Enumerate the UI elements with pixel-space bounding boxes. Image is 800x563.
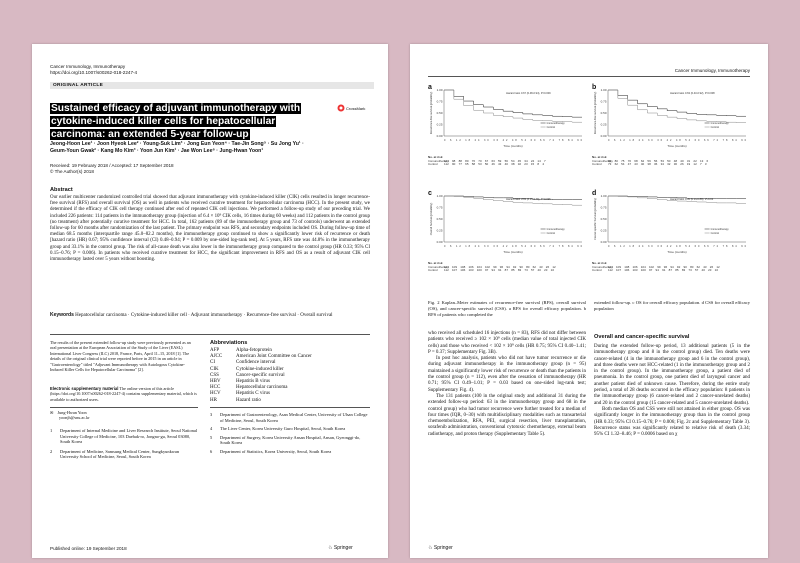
legend-entry: Control xyxy=(546,126,555,129)
paragraph: who received all scheduled 16 injections (n = 83), RFS did not differ between patients who received ≥ 102 × 10⁹ cells (median value of total injected CIK cells) and those who received < 102 × 10⁹ cells (HR 0.75; 95% CI 0.40–1.41; P = 0.37; Supplementary Fig. 3B). xyxy=(428,331,586,355)
page-right xyxy=(410,44,768,558)
paragraph: During the extended follow-up period, 13 additional patients (5 in the immunotherapy group and 8 in the control group) died. Ten deaths were cancer-related (4 in the immunotherapy group and 6 in the control group), and three deaths were not HCC-related (1 in the immunotherapy group and 2 in the control group). In the immunotherapy group, a patient died of pneumonia. In the control group, one patient died of laryngeal cancer and another patient died of unknown cause. Therefore, during the entire study period, a total of 28 deaths occurred in the efficacy population: 8 patients in the immunotherapy group (6 cancer-related and 2 cancer-unrelated deaths) and 20 in the control group (15 cancer-related and 5 cancer-unrelated deaths). xyxy=(594,344,750,406)
article-type-banner: ORIGINAL ARTICLE xyxy=(50,82,374,89)
keywords-label: Keywords xyxy=(50,312,74,318)
affiliations-right xyxy=(210,412,370,458)
abbreviations-list xyxy=(210,348,370,404)
authors-line-1: Jeong-Hoon Lee¹ · Joon Hyeok Lee² · Young-Suk Lim³ · Jong Eun Yeon⁴ · Tae-Jin Song⁵ · Su Jong Yu¹ · xyxy=(50,141,304,147)
article-title-text: Sustained efficacy of adjuvant immunotherapy with cytokine-induced killer cells for hepatocellular carcinoma: an extended 5-year follow-up xyxy=(51,103,301,140)
risk-table xyxy=(592,262,720,273)
affiliation-text: Department of Medicine, Samsung Medical Center, Sungkyunkwan University School of Medicine, Seoul, South Korea xyxy=(60,448,180,460)
risk-row-name: Immunotherapy xyxy=(592,264,613,269)
x-axis-label: Time (months) xyxy=(503,144,523,148)
abbreviation-value: Hepatocellular carcinoma xyxy=(236,385,288,391)
right-column-text xyxy=(594,344,750,438)
abbreviation-value: Hazard ratio xyxy=(236,397,261,403)
km-panel-a xyxy=(428,84,586,188)
abbreviation-value: American Joint Committee on Cancer xyxy=(236,354,312,360)
springer-logo xyxy=(428,545,453,551)
paragraph: The 131 patients (100 in the original study and additional 31 during the extended follow-up period: 63 in the immunotherapy group and 68 in the control group) who had tumor recurrence were further treated for a median of four times (IQR, 0–30) with multidisciplinary modalities such as transarterial chemoembolization, RFA, PEI, surgical resection, liver transplantation, sorafenib administration, conventional cytotoxic chemotherapy, external beam radiotherapy, and proton therapy (Supplementary Table 5). xyxy=(428,393,586,437)
copyright: © The Author(s) 2018 xyxy=(50,169,94,174)
risk-row-name: Immunotherapy xyxy=(428,264,449,269)
affiliation-number: 2 xyxy=(50,448,53,454)
risk-row-values: 114 109 108 106 104 102 99 96 94 92 90 80 62 43 26 12 xyxy=(444,264,556,269)
abbreviation-value: Cancer-specific survival xyxy=(236,372,285,378)
presentation-footnote: The results of the present extended follow-up study were previously presented as an oral presentation at the European Association of the Study of the Liver (EASL) International Liver Congress (ILC) 2018, France, Paris, April 11–15, 2018 [1]. The details of the original clinical trial were reported before in 2015 in an article in "Gastroenterology" titled "Adjuvant Immunotherapy with Autologous Cytokine-Induced Killer Cells for Hepatocellular Carcinoma" [2]. xyxy=(50,340,191,373)
y-tick-label: 0.50 xyxy=(600,111,607,115)
springer-horse-icon: ♘ xyxy=(428,545,433,551)
affiliation-item xyxy=(210,412,370,423)
left-column-text xyxy=(428,331,586,438)
affiliation-text: Department of Gastroenterology, Asan Medical Center, University of Ulsan College of Medicine, Seoul, South Korea xyxy=(220,412,368,423)
affiliation-item xyxy=(50,449,198,460)
esm-label: Electronic supplementary material xyxy=(50,386,119,391)
abbreviation-value: Cytokine-induced killer xyxy=(236,366,284,372)
abstract-text: Our earlier multicenter randomized controlled trial showed that adjuvant immunotherapy with cytokine-induced killer (CIK) cells resulted in longer recurrence-free survival (RFS) and overall survival (OS) as well in patients who received curative treatment for hepatocellular carcinoma (HCC). In the present study, we determined if the efficacy of CIK cell therapy continued after end of repeated CIK cell injections. We performed a follow-up study of our preceding trial. We included 226 patients: 114 patients in the immunotherapy group (injection of 6.4 × 10⁹ CIK cells, 16 times during 60 weeks) and 112 patients in the control group (no treatment) after potentially curative treatment for HCC. In total, 162 patients (89 of the immunotherapy group and 73 of controls) underwent an extended follow-up for 60 months after randomization of the last patient. The primary endpoint was RFS, and secondary endpoints included OS. During follow-up time of median 68.5 months (interquartile range 45.0–82.2 months), the immunotherapy group continued to show a significantly lower risk of recurrence or death [hazard ratio (HR) 0.67; 95% confidence interval (CI) 0.48–0.94; P = 0.009 by one-sided log-rank test]. At 5 years, RFS rate was 44.8% in the immunotherapy group and 33.1% in the control group. The risk of all-cause death was also lower in the immunotherapy group compared to the control group (HR 0.33; 95% CI 0.15–0.76; P = 0.006). In patients who received curative treatment for HCC, the significant improvement in RFS and OS as a result of adjuvant CIK cell immunotherapy lasted over 5 years without boosting. xyxy=(50,195,370,263)
y-tick-label: 0.00 xyxy=(600,240,607,244)
axis-lines xyxy=(444,90,582,136)
y-axis-label: Overall Survival (probability) xyxy=(430,202,433,236)
risk-row-values: 114 98 88 80 76 70 67 63 59 56 54 45 34 24 14 7 xyxy=(444,158,546,163)
risk-row-values: 112 90 77 65 58 53 50 46 43 40 38 32 23 15 8 4 xyxy=(444,162,545,167)
doi-link[interactable]: https://doi.org/10.1007/s00262-018-2247-4 xyxy=(50,70,138,75)
affiliation-number: 5 xyxy=(210,434,213,440)
risk-row-values: 89 80 75 70 68 62 59 56 53 50 48 40 31 22 13 6 xyxy=(608,158,709,163)
km-plot xyxy=(592,84,750,154)
risk-row-name: Control xyxy=(592,162,602,167)
affiliation-number: 4 xyxy=(210,426,213,432)
y-tick-label: 1.00 xyxy=(436,194,443,198)
affiliation-text: Department of Internal Medicine and Liver Research Institute, Seoul National University College of Medicine, 103 Daehak-ro, Jongno-gu, Seoul 03080, South Korea xyxy=(60,428,198,445)
risk-row-values: 112 107 106 103 100 97 94 91 87 85 83 73 57 40 23 10 xyxy=(608,268,719,273)
crossmark-icon xyxy=(337,104,345,112)
risk-row-name: Control xyxy=(592,268,602,273)
keywords xyxy=(50,312,370,319)
legend-entry: Control xyxy=(710,232,719,235)
author-list xyxy=(50,141,370,155)
y-tick-label: 0.00 xyxy=(436,240,443,244)
risk-row-values: 112 107 106 103 100 97 94 91 87 85 83 73 57 40 23 10 xyxy=(444,268,555,273)
y-tick-label: 0.50 xyxy=(436,217,443,221)
hazard-ratio-annotation: Hazard ratio 0.63 (0.43-0.92), P=0.008 xyxy=(670,92,715,95)
springer-text: Springer xyxy=(333,545,353,551)
km-panel-b xyxy=(592,84,750,188)
risk-row xyxy=(428,269,556,273)
affiliation-item xyxy=(210,449,370,455)
affiliation-text: Department of Statistics, Korea University, Seoul, South Korea xyxy=(220,448,332,454)
y-tick-label: 0.00 xyxy=(600,134,607,138)
affiliation-number: 6 xyxy=(210,448,213,454)
y-tick-label: 1.00 xyxy=(600,194,607,198)
y-tick-label: 0.75 xyxy=(600,205,607,210)
affiliation-number: 3 xyxy=(210,412,213,417)
affiliation-text: Department of Surgery, Korea University Ansan Hospital, Ansan, Gyeonggi-do, South Korea xyxy=(220,434,361,446)
corresponding-author xyxy=(50,410,90,421)
abbreviation-key: HCV xyxy=(210,391,221,397)
abbreviation-key: CI xyxy=(210,360,215,366)
esm-text: The online version of this article (https://doi.org/10.1007/s00262-018-2247-4) contains supplementary material, which is available to authorized users. xyxy=(50,386,197,402)
running-header: Cancer Immunology, Immunotherapy xyxy=(674,68,750,73)
risk-row xyxy=(592,269,720,273)
risk-table-label: No. at risk xyxy=(592,261,607,265)
panel-label: d xyxy=(592,190,597,197)
y-axis-label: Recurrence-free survival (probability) xyxy=(594,91,597,135)
km-panel-d xyxy=(592,190,750,294)
abbreviation-value: Hepatitis B virus xyxy=(236,379,270,385)
y-tick-label: 0.25 xyxy=(600,122,607,127)
abbreviation-key: AFP xyxy=(210,348,220,353)
y-tick-label: 1.00 xyxy=(600,88,607,92)
abbreviation-key: CSS xyxy=(210,372,219,378)
x-axis-label: Time (months) xyxy=(667,250,687,254)
received-dates: Received: 19 February 2018 / Accepted: 17 September 2018 xyxy=(50,163,174,168)
y-tick-label: 0.75 xyxy=(436,205,443,210)
y-axis-label: Recurrence-free survival (probability) xyxy=(430,91,433,135)
legend-entry: Control xyxy=(710,126,719,129)
abbreviation-key: CIK xyxy=(210,366,219,372)
y-tick-label: 0.75 xyxy=(436,99,443,104)
authors-line-2: Geum-Youn Gwak² · Kang Mo Kim³ · Yoon Jun Kim¹ · Jae Won Lee⁶ · Jung-Hwan Yoon¹ xyxy=(50,148,264,154)
hazard-ratio-annotation: Hazard ratio 0.33 (0.15-0.76), P=0.006 xyxy=(506,198,551,201)
risk-row-values: 73 62 54 47 43 40 38 36 34 32 30 26 19 12 7 3 xyxy=(608,162,707,167)
risk-row-name: Control xyxy=(428,162,438,167)
panel-label: b xyxy=(592,84,597,91)
abbreviation-value: Confidence interval xyxy=(236,360,276,366)
keywords-text: Hepatocellular carcinoma · Cytokine-induced killer cell · Adjuvant immunotherapy · Recurrence-free survival · Overall survival xyxy=(75,313,333,318)
springer-logo xyxy=(328,545,353,551)
affiliation-item xyxy=(50,428,198,445)
figure-caption-continued: extended follow-up. c OS for overall efficacy population. d CSS for overall efficacy population xyxy=(594,300,750,311)
y-tick-label: 0.50 xyxy=(436,111,443,115)
legend-entry: Immunotherapy xyxy=(710,122,729,125)
paragraph: In post hoc analysis, patients who did not have tumor recurrence or die during adjuvant immunotherapy in the immunotherapy group (n = 95) maintained a significantly lower risk of recurrence or death than the patients in the control group (n = 112), even after the cessation of immunotherapy (HR 0.71; 95% CI 0.49–1.01; P = 0.03 based on one-sided log-rank test; Supplementary Fig. 4). xyxy=(428,356,586,393)
published-date: Published online: 19 September 2018 xyxy=(50,546,127,551)
divider xyxy=(50,334,370,335)
esm-note xyxy=(50,386,198,402)
article-title xyxy=(50,102,330,141)
risk-table xyxy=(428,262,556,273)
risk-row-values: 114 109 108 106 104 102 99 96 94 92 90 80 62 43 26 12 xyxy=(608,264,720,269)
hazard-ratio-annotation: Hazard ratio 0.35 (0.14-0.88), P=0.01 xyxy=(670,198,714,201)
panel-label: a xyxy=(428,84,432,91)
y-tick-label: 0.25 xyxy=(436,228,443,233)
journal-name: Cancer Immunology, Immunotherapy xyxy=(50,64,126,69)
km-plot xyxy=(592,190,750,260)
section-heading: Overall and cancer-specific survival xyxy=(594,334,690,340)
x-axis-label: Time (months) xyxy=(667,144,687,148)
abbreviation-key: HCC xyxy=(210,385,221,391)
y-tick-label: 1.00 xyxy=(436,88,443,92)
corresponding-name-text: Jung-Hwan Yoon xyxy=(57,410,87,415)
abbreviations-heading: Abbreviations xyxy=(210,340,248,346)
y-tick-label: 0.50 xyxy=(600,217,607,221)
crossmark-label: CrossMark xyxy=(346,105,366,111)
y-axis-label: Cancer-specific Survival (probability) xyxy=(594,197,597,241)
abbreviation-key: HBV xyxy=(210,379,221,385)
risk-table-label: No. at risk xyxy=(428,155,443,159)
springer-horse-icon: ♘ xyxy=(328,545,333,551)
km-plot xyxy=(428,190,586,260)
risk-table-label: No. at risk xyxy=(592,155,607,159)
divider xyxy=(50,407,198,408)
legend-entry: Immunotherapy xyxy=(546,228,565,231)
x-tick-labels: 0 6 12 18 24 30 36 42 48 54 60 66 72 78 84 90 xyxy=(444,139,582,142)
affiliation-item xyxy=(210,426,370,432)
risk-table xyxy=(428,156,546,167)
abbreviation-value: Hepatitis C virus xyxy=(236,391,270,397)
abbreviation-row xyxy=(210,398,370,404)
corresponding-email[interactable]: yoonjh@snu.ac.kr xyxy=(59,415,90,421)
figure-caption: Fig. 2 Kaplan–Meier estimates of recurrence-free survival (RFS), overall survival (OS), and cancer-specific survival (CSS). a RFS for overall efficacy population. b RFS of patients who completed the xyxy=(428,300,586,317)
page-left xyxy=(32,44,388,558)
risk-row xyxy=(592,163,708,167)
risk-row-name: Immunotherapy xyxy=(428,158,449,163)
affiliations-left xyxy=(50,428,198,460)
divider xyxy=(210,407,370,408)
abbreviation-value: Alpha-fetoprotein xyxy=(236,348,272,353)
legend-entry: Immunotherapy xyxy=(710,228,729,231)
y-tick-label: 0.00 xyxy=(436,134,443,138)
axis-lines xyxy=(608,90,746,136)
y-tick-label: 0.25 xyxy=(600,228,607,233)
header-rule xyxy=(428,76,750,77)
affiliation-item xyxy=(210,435,370,446)
affiliation-text: The Liver Center, Korea University Guro Hospital, Seoul, South Korea xyxy=(220,426,346,432)
abbreviations-block xyxy=(210,340,370,404)
crossmark-badge[interactable] xyxy=(337,104,365,112)
abstract-heading: Abstract xyxy=(50,187,73,193)
x-tick-labels: 0 6 12 18 24 30 36 42 48 54 60 66 72 78 84 90 xyxy=(608,139,746,142)
x-tick-labels: 0 6 12 18 24 30 36 42 48 54 60 66 72 78 84 90 xyxy=(608,245,746,248)
abbreviation-key: HR xyxy=(210,397,217,403)
risk-row xyxy=(428,163,546,167)
panel-label: c xyxy=(428,190,432,197)
axis-lines xyxy=(444,196,582,242)
y-tick-label: 0.25 xyxy=(436,122,443,127)
affiliation-number: 1 xyxy=(50,428,53,433)
risk-row-name: Immunotherapy xyxy=(592,158,613,163)
envelope-icon: ✉ xyxy=(50,410,54,415)
x-axis-label: Time (months) xyxy=(503,250,523,254)
paragraph: Both median OS and CSS were still not attained in either group. OS was significantly longer in the immunotherapy group than in the control group (HR 0.33; 95% CI 0.15–0.76; P = 0.006; Fig. 2c and Supplementary Table 3). Recurrence status was significantly related to relative risk of death (3.34; 95% CI 1.32–8.46; P = 0.0006 based on χ xyxy=(594,406,750,438)
risk-table xyxy=(592,156,708,167)
legend-entry: Control xyxy=(546,232,555,235)
risk-row-name: Control xyxy=(428,268,438,273)
risk-table-label: No. at risk xyxy=(428,261,443,265)
km-panel-c xyxy=(428,190,586,294)
abbreviation-key: AJCC xyxy=(210,354,223,360)
legend-entry: Immunotherapy xyxy=(546,122,565,125)
x-tick-labels: 0 6 12 18 24 30 36 42 48 54 60 66 72 78 84 90 xyxy=(444,245,582,248)
springer-text: Springer xyxy=(433,545,453,551)
km-plot xyxy=(428,84,586,154)
y-tick-label: 0.75 xyxy=(600,99,607,104)
hazard-ratio-annotation: Hazard ratio 0.67 (0.48-0.94), P=0.009 xyxy=(506,92,551,95)
